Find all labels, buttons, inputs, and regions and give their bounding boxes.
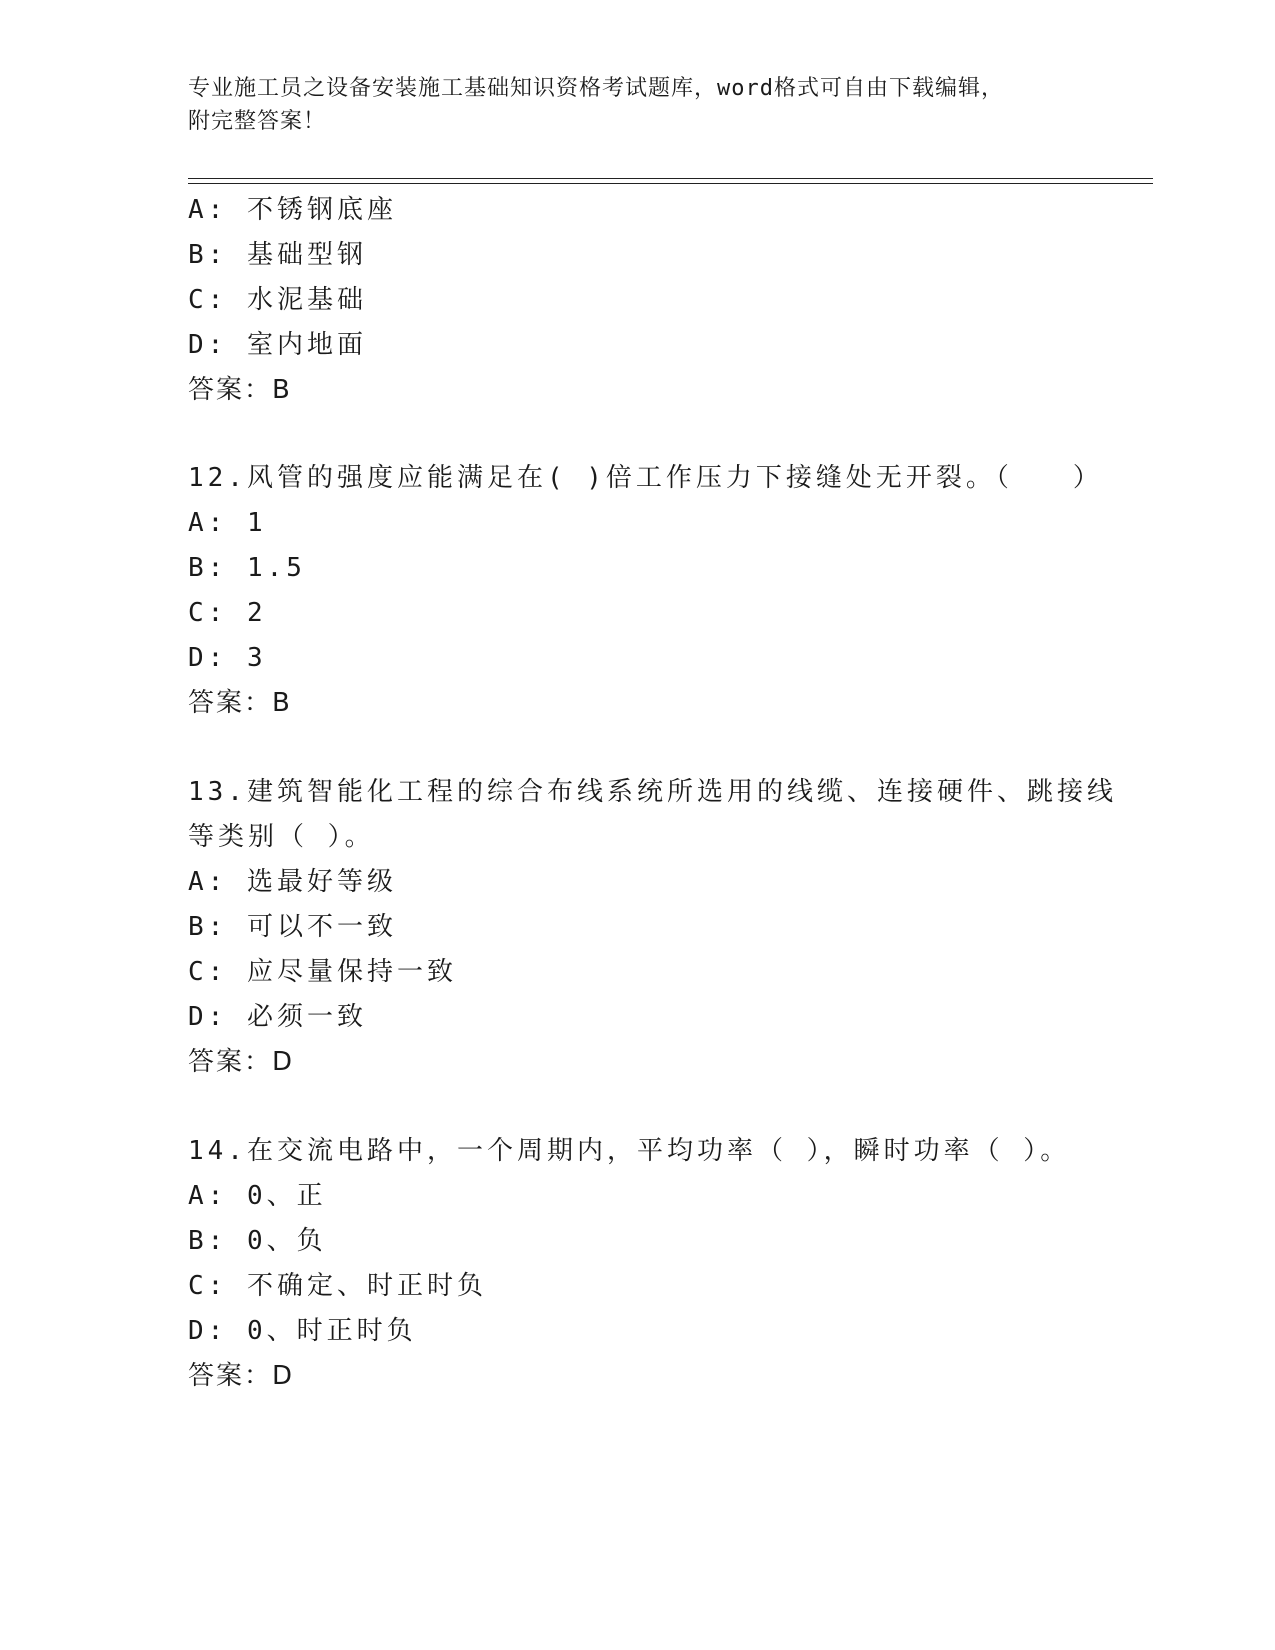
q14-option-b: B: 0、负 bbox=[188, 1226, 327, 1256]
q14-option-a: A: 0、正 bbox=[188, 1181, 327, 1211]
q13-option-a: A: 选最好等级 bbox=[188, 867, 397, 897]
q14-question: 14.在交流电路中，一个周期内，平均功率（ ），瞬时功率（ ）。 bbox=[188, 1136, 1071, 1166]
q12-option-d: D: 3 bbox=[188, 643, 267, 673]
q14-option-c: C: 不确定、时正时负 bbox=[188, 1271, 487, 1301]
header-divider-bottom bbox=[188, 183, 1153, 184]
document-header bbox=[188, 72, 1088, 138]
q13-question-line-2: 等类别（ ）。 bbox=[188, 822, 375, 852]
header-title-line-1: 专业施工员之设备安装施工基础知识资格考试题库，word格式可自由下载编辑， bbox=[188, 76, 1004, 101]
q14-option-d: D: 0、时正时负 bbox=[188, 1316, 417, 1346]
header-title-line-2: 附完整答案！ bbox=[188, 109, 327, 134]
q11-option-a: A: 不锈钢底座 bbox=[188, 195, 397, 225]
q11-answer: 答案：B bbox=[188, 375, 292, 405]
q12-answer: 答案：B bbox=[188, 688, 292, 718]
q13-answer: 答案：D bbox=[188, 1047, 295, 1077]
q13-question-line-1: 13.建筑智能化工程的综合布线系统所选用的线缆、连接硬件、跳接线 bbox=[188, 777, 1117, 807]
q11-option-c: C: 水泥基础 bbox=[188, 285, 367, 315]
header-divider-top bbox=[188, 178, 1153, 179]
q11-option-b: B: 基础型钢 bbox=[188, 240, 367, 270]
q13-option-b: B: 可以不一致 bbox=[188, 912, 397, 942]
q14-answer: 答案：D bbox=[188, 1361, 295, 1391]
q11-option-d: D: 室内地面 bbox=[188, 330, 367, 360]
q12-option-c: C: 2 bbox=[188, 598, 267, 628]
q12-option-b: B: 1.5 bbox=[188, 553, 306, 583]
q13-option-c: C: 应尽量保持一致 bbox=[188, 957, 457, 987]
q12-question: 12.风管的强度应能满足在( )倍工作压力下接缝处无开裂。（ ） bbox=[188, 463, 1103, 493]
q13-option-d: D: 必须一致 bbox=[188, 1002, 367, 1032]
q12-option-a: A: 1 bbox=[188, 508, 267, 538]
